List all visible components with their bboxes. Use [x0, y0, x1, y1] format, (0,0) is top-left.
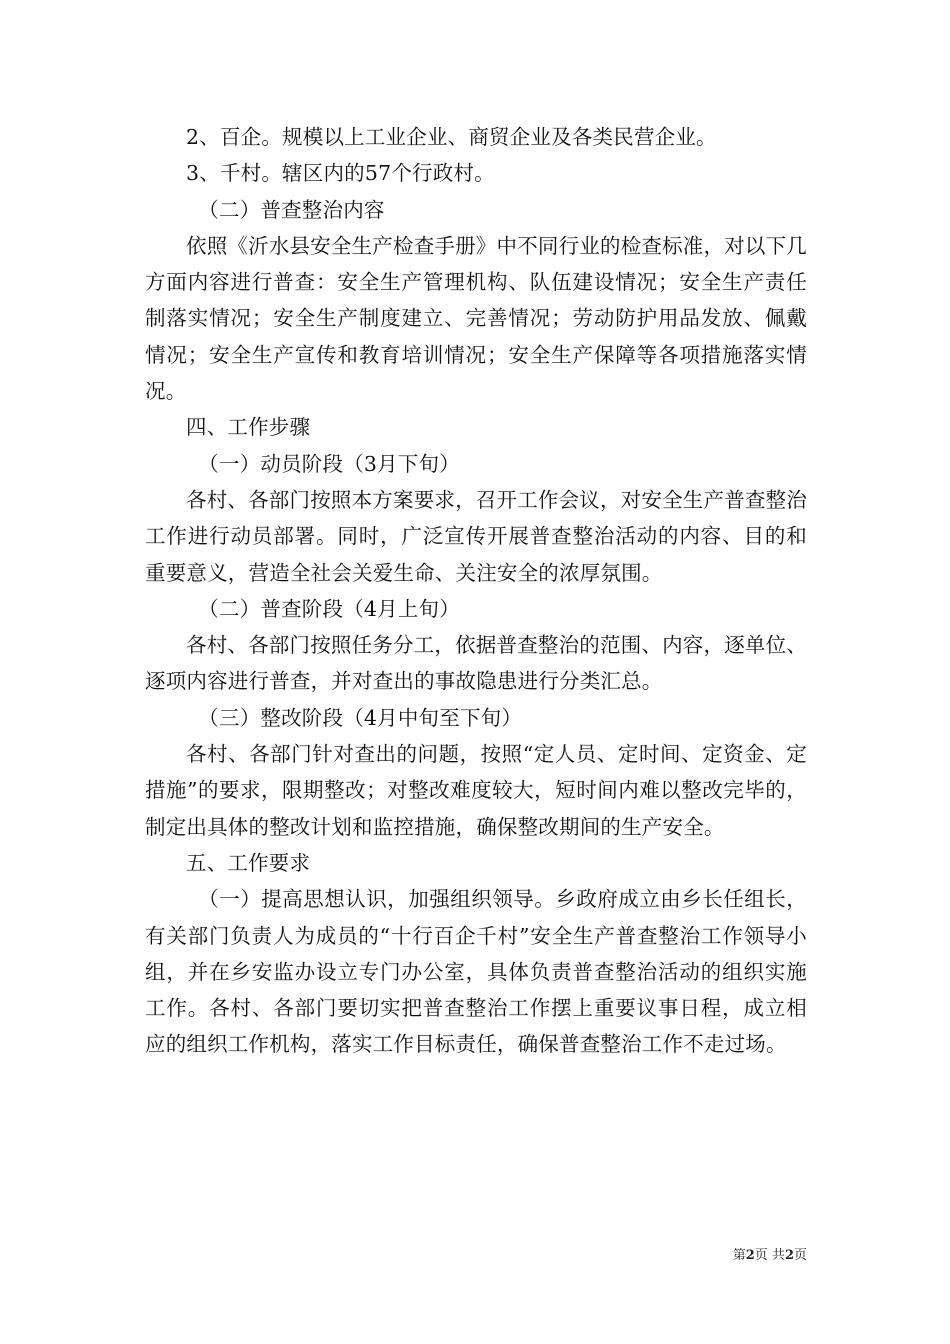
footer-prefix: 第: [732, 1248, 746, 1263]
current-page-number: 2: [745, 1248, 755, 1263]
page-number-footer: [733, 1248, 807, 1264]
paragraph-qian-cun: 3、千村。辖区内的57个行政村。: [186, 161, 495, 186]
paragraph-inspection-stage: 各村、各部门按照任务分工，依据普查整治的范围、内容，逐单位、逐项内容进行普查，并对查出的事故隐患进行分类汇总。: [145, 633, 807, 694]
heading-work-requirements: 五、工作要求: [186, 850, 311, 875]
footer-suffix: 页: [793, 1248, 807, 1263]
paragraph-bai-qi: 2、百企。规模以上工业企业、商贸企业及各类民营企业。: [186, 125, 717, 149]
paragraph-leadership: （一）提高思想认识，加强组织领导。乡政府成立由乡长任组长，有关部门负责人为成员的“十行百企千村”安全生产普查整治工作领导小组，并在乡安监办设立专门办公室，具体负责普查整治活动的组织实施工作。各村、各部门要切实把普查整治工作摆上重要议事日程，成立相应的组织工作机构，落实工作目标责任，确保普查整治工作不走过场。: [145, 887, 807, 1057]
paragraph-rectification-stage: 各村、各部门针对查出的问题，按照“定人员、定时间、定资金、定措施”的要求，限期整改；对整改难度较大，短时间内难以整改完毕的，制定出具体的整改计划和监控措施，确保整改期间的生产安全。: [145, 742, 807, 839]
paragraph-mobilization-stage: 各村、各部门按照本方案要求，召开工作会议，对安全生产普查整治工作进行动员部署。同时，广泛宣传开展普查整治活动的内容、目的和重要意义，营造全社会关爱生命、关注安全的浓厚氛围。: [145, 487, 807, 585]
total-pages-number: 2: [784, 1248, 794, 1263]
subheading-inspection-content: （二）普查整治内容: [198, 197, 385, 222]
paragraph-inspection-content: 依照《沂水县安全生产检查手册》中不同行业的检查标准，对以下几方面内容进行普查：安全生产管理机构、队伍建设情况；安全生产责任制落实情况；安全生产制度建立、完善情况；劳动防护用品发放、佩戴情况；安全生产宣传和教育培训情况；安全生产保障等各项措施落实情况。: [145, 233, 807, 404]
subheading-inspection-stage: （二）普查阶段（4月上旬）: [198, 596, 460, 621]
subheading-mobilization-stage: （一）动员阶段（3月下旬）: [198, 451, 460, 476]
footer-middle: 页 共: [754, 1248, 785, 1263]
document-body: [145, 119, 807, 1063]
heading-work-steps: 四、工作步骤: [186, 415, 311, 440]
subheading-rectification-stage: （三）整改阶段（4月中旬至下旬）: [198, 705, 523, 730]
